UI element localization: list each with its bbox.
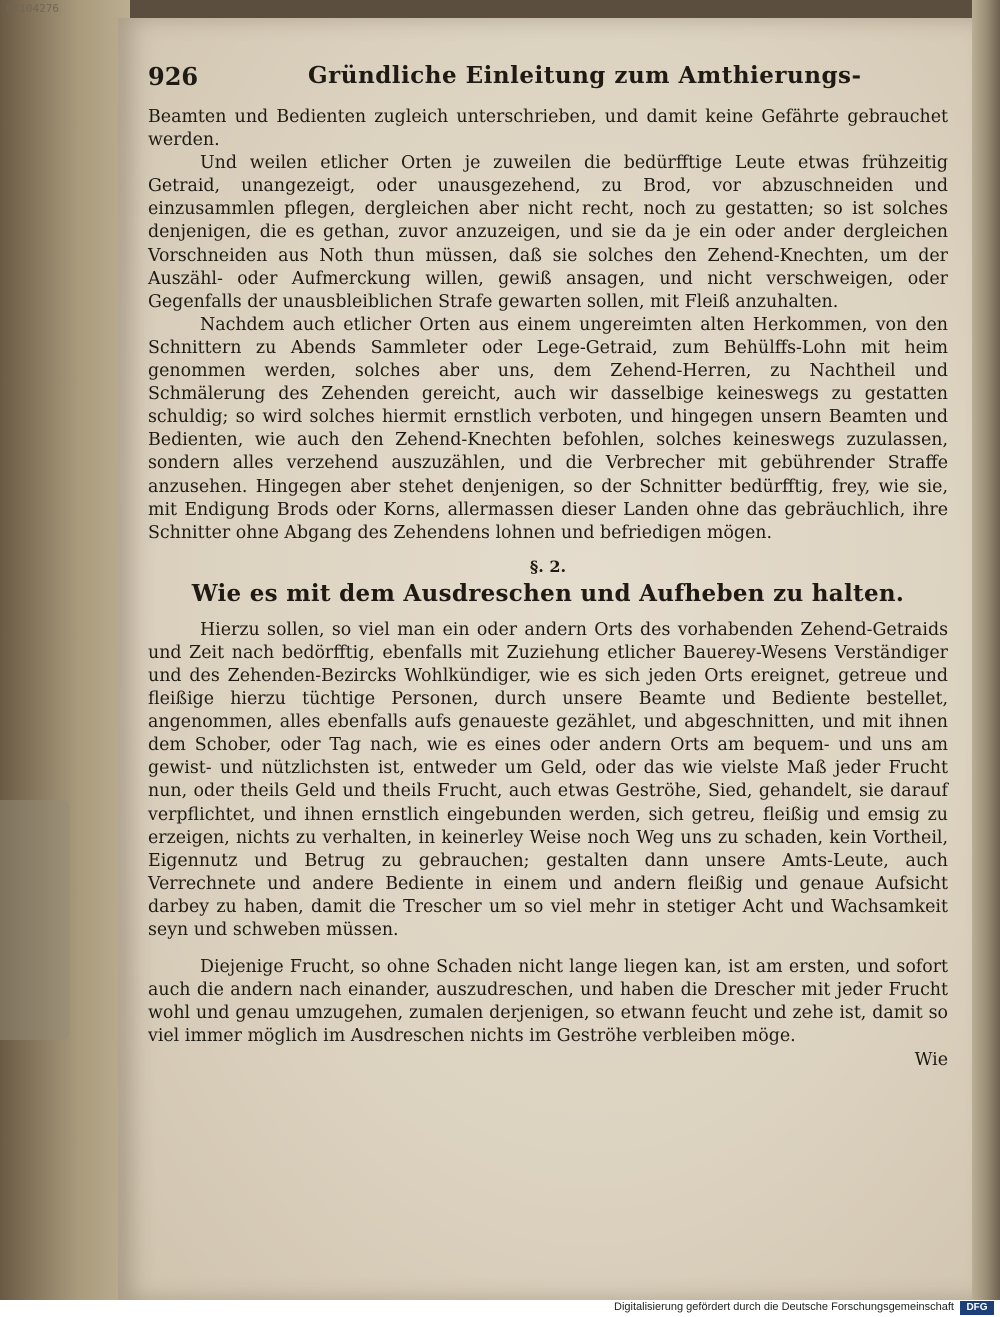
running-head: Gründliche Einleitung zum Amthierungs-	[308, 62, 862, 89]
section-title: Wie es mit dem Ausdreschen und Aufheben zu halten.	[191, 579, 905, 607]
paragraph: Diejenige Frucht, so ohne Schaden nicht lange liegen kan, ist am ersten, und sofort auch die andern nach einander, auszudreschen, und haben die Drescher mit jeder Frucht wohl und genau umzugehen, zumalen derjenigen, so etwann feucht und zehe ist, damit so viel immer möglich im Ausdreschen nichts im Geströhe verbleiben möge.	[148, 957, 948, 1047]
catchword: Wie	[914, 1050, 948, 1071]
dfg-logo-icon: DFG	[960, 1301, 994, 1315]
section-mark: §. 2.	[529, 556, 567, 576]
footer-credit: Digitalisierung gefördert durch die Deutsche Forschungsgemeinschaft	[614, 1301, 954, 1313]
paragraph: Beamten und Bedienten zugleich unterschrieben, und damit keine Gefährte gebrauchet werden.	[148, 107, 948, 151]
book-binding	[0, 0, 130, 1300]
page-content	[148, 58, 948, 1070]
page-number: 926	[148, 62, 199, 91]
scan-stamp: 00104276	[6, 2, 59, 15]
paragraph: Und weilen etlicher Orten je zuweilen die bedürfftige Leute etwas frühzeitig Getraid, unangezeigt, oder unausgezehend, zu Brod, vor abzuschneiden und einzusammlen pflegen, dergleichen aber nicht recht, noch zu gestatten; so ist solches denjenigen, die es gethan, zuvor anzuzeigen, und sie da je ein oder ander dergleichen Vorschneiden aus Noth thun müssen, daß sie solches den Zehend-Knechten, um der Auszähl- oder Aufmerckung willen, gewiß ansagen, und nicht verschweigen, oder Gegenfalls der unausbleiblichen Strafe gewarten sollen, mit Fleiß anzuhalten.	[148, 153, 948, 312]
paragraph: Hierzu sollen, so viel man ein oder andern Orts des vorhabenden Zehend-Getraids und Zeit nach bedörfftig, ebenfalls mit Zuziehung etlicher Bauerey-Wesens Verständiger und des Zehenden-Bezircks Wohlkündiger, wie es sich jeden Orts ereignet, getreue und fleißige hierzu tüchtige Personen, durch unsere Beamte und Bediente bestellet, angenommen, alles ebenfalls aufs genaueste gezählet, und abgeschnitten, und mit ihnen dem Schober, oder Tag nach, wie es eines oder andern Orts am bequem- und uns am gewist- und nützlichsten ist, entweder um Geld, oder das wie vielste Maß jeder Frucht nun, oder theils Geld und theils Frucht, auch etwas Geströhe, Sied, gehandelt, sie darauf verpflichtet, und ihnen ernstlich eingebunden werden, sich getreu, fleißig und emsig zu erzeigen, nichts zu verhalten, in keinerley Weise noch Weg uns zu schaden, kein Vortheil, Eigennutz und Betrug zu gebrauchen; gestalten dann unsere Amts-Leute, auch Verrechnete und andere Bediente in einem und andern fleißig und genaue Aufsicht darbey zu haben, damit die Trescher um so viel mehr in stetiger Acht und Wachsamkeit seyn und schweben müssen.	[148, 619, 948, 940]
footer-bar	[0, 1300, 1000, 1317]
paragraph: Nachdem auch etlicher Orten aus einem ungereimten alten Herkommen, von den Schnittern zu Abends Sammleter oder Lege-Getraid, zum Behülffs-Lohn mit heim genommen werden, solches aber uns, dem Zehend-Herren, zu Nachtheil und Schmälerung des Zehenden gereicht, auch wir dasselbige keineswegs zu gestatten schuldig; so wird solches hiermit ernstlich verboten, und hingegen unsern Beamten und Bedienten, wie auch den Zehend-Knechten befohlen, solches keineswegs zuzulassen, sondern alles verzehend auszuzählen, und die Verbrecher mit gebührender Straffe anzusehen. Hingegen aber stehet denjenigen, so der Schnitter bedürfftig, frey, wie sie, mit Endigung Brods oder Korns, allermassen dieser Landen ohne das gebräuchlich, ihre Schnitter ohne Abgang des Zehendens lohnen und befriedigen mögen.	[148, 314, 948, 543]
page-header	[148, 58, 948, 98]
page-clip	[0, 800, 70, 1040]
next-page-edge	[972, 0, 1000, 1300]
